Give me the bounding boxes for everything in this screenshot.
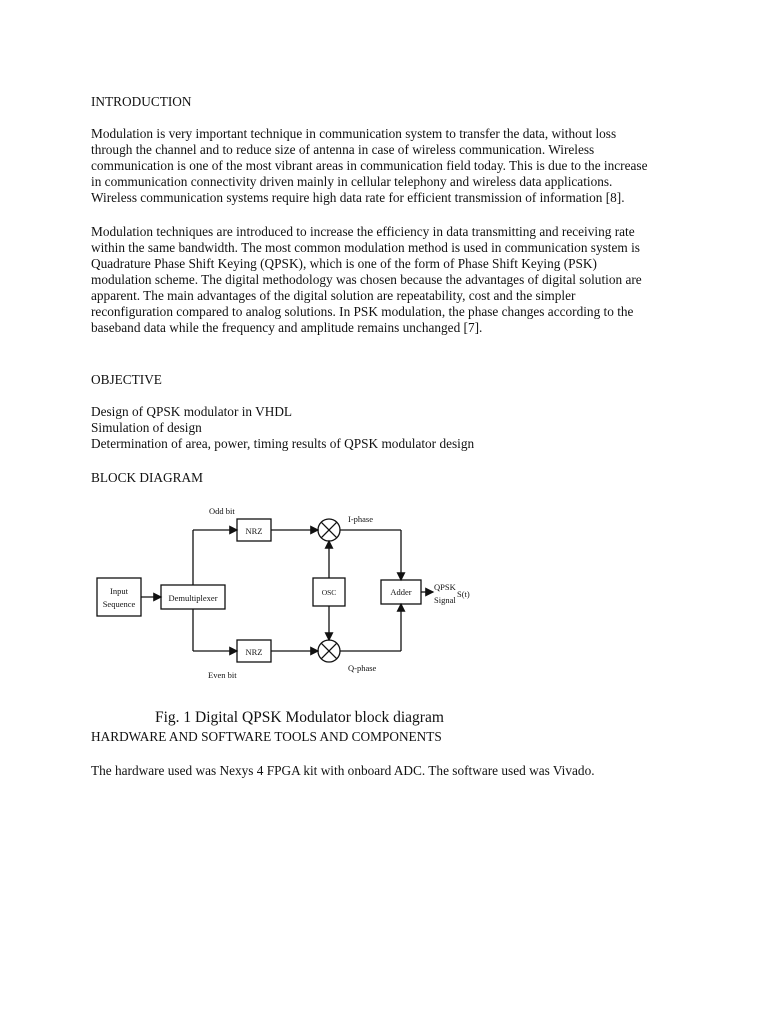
- demultiplexer-label: Demultiplexer: [168, 593, 218, 603]
- qpsk-label: QPSK: [434, 582, 456, 592]
- q-phase-mixer: [318, 640, 340, 662]
- objective-item: Design of QPSK modulator in VHDL: [91, 404, 293, 419]
- objective-item: Simulation of design: [91, 420, 202, 435]
- nrz-top-label: NRZ: [245, 526, 263, 536]
- text-line: apparent. The main advantages of the digital solution are repeatability, cost and the simpler: [91, 288, 576, 303]
- tools-heading: HARDWARE AND SOFTWARE TOOLS AND COMPONENTS: [91, 729, 442, 744]
- input-sequence-block: [97, 578, 141, 616]
- text-line: Modulation is very important technique in communication system to transfer the data, without loss: [91, 126, 617, 141]
- objective-list: [91, 404, 474, 452]
- text-line: Quadrature Phase Shift Keying (QPSK), which is one of the form of Phase Shift Keying (PSK): [91, 256, 597, 271]
- text-line: reconfiguration compared to analog solutions. In PSK modulation, the phase changes according to the: [91, 304, 634, 319]
- adder-label: Adder: [390, 587, 412, 597]
- qpsk-block-diagram: [91, 500, 481, 700]
- text-line: within the same bandwidth. The most common modulation method is used in communication system is: [91, 240, 640, 255]
- block-diagram-heading: BLOCK DIAGRAM: [91, 470, 203, 485]
- introduction-heading: INTRODUCTION: [91, 94, 192, 109]
- text-line: communication is one of the most vibrant areas in communication field today. This is due to the increase: [91, 158, 648, 173]
- signal-label: Signal: [434, 595, 456, 605]
- input-label: Input: [110, 586, 128, 596]
- text-line: in communication connectivity driven mainly in cellular telephony and wireless data applications.: [91, 174, 613, 189]
- i-phase-mixer: [318, 519, 340, 541]
- even-bit-label: Even bit: [208, 670, 237, 680]
- figure-caption: Fig. 1 Digital QPSK Modulator block diagram: [155, 709, 444, 726]
- odd-bit-label: Odd bit: [209, 506, 235, 516]
- nrz-bottom-label: NRZ: [245, 647, 263, 657]
- intro-paragraph-1: [91, 126, 647, 206]
- text-line: Wireless communication systems require high data rate for efficient transmission of information [8].: [91, 190, 625, 205]
- intro-paragraph-2: [91, 224, 642, 336]
- objective-item: Determination of area, power, timing results of QPSK modulator design: [91, 436, 475, 451]
- text-line: modulation scheme. The digital methodology was chosen because the advantages of digital solution are: [91, 272, 642, 287]
- q-phase-label: Q-phase: [348, 663, 377, 673]
- osc-label: OSC: [321, 588, 337, 597]
- text-line: Modulation techniques are introduced to increase the efficiency in data transmitting and receiving rate: [91, 224, 635, 239]
- tools-text: The hardware used was Nexys 4 FPGA kit with onboard ADC. The software used was Vivado.: [91, 763, 595, 778]
- output-signal-label: S(t): [457, 589, 470, 599]
- text-line: baseband data while the frequency and amplitude remains unchanged [7].: [91, 320, 483, 335]
- i-phase-label: I-phase: [348, 514, 374, 524]
- text-line: through the channel and to reduce size of antenna in case of wireless communication. Wireless: [91, 142, 595, 157]
- objective-heading: OBJECTIVE: [91, 372, 162, 387]
- sequence-label: Sequence: [102, 599, 136, 609]
